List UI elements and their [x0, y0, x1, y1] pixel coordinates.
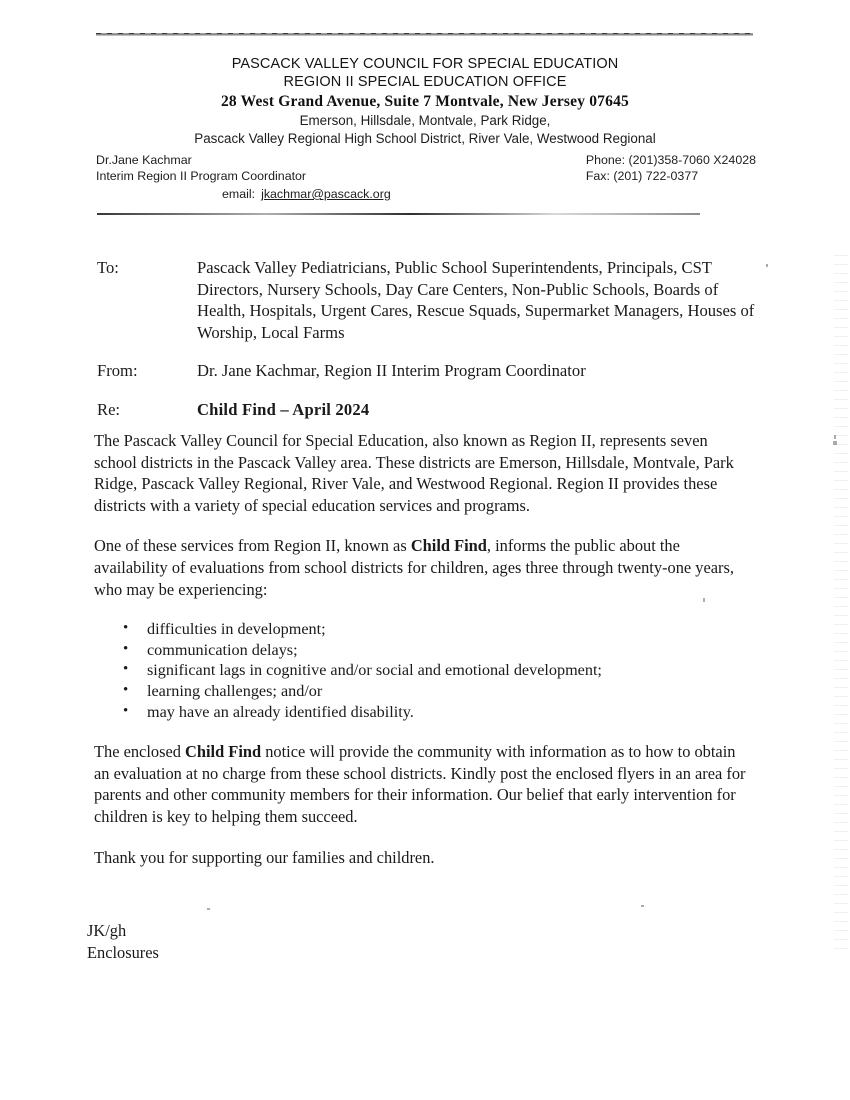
signoff-initials: JK/gh: [87, 921, 127, 940]
contact-phone: Phone: (201)358-7060 X24028: [585, 153, 756, 167]
letterhead-districts-line-1: Emerson, Hillsdale, Montvale, Park Ridge,: [299, 113, 551, 128]
memo-row-to: [97, 257, 757, 343]
letterhead: [0, 56, 850, 147]
scan-speck: [703, 598, 705, 602]
scan-speck: [641, 905, 644, 907]
scan-speck: [833, 441, 837, 445]
body-paragraph-2: [94, 535, 748, 600]
reasons-list: [94, 619, 748, 722]
child-find-emphasis: Child Find: [410, 536, 487, 556]
contact-phone-fax: [586, 152, 756, 184]
body-paragraph-1: The Pascack Valley Council for Special Education, also known as Region II, represents seven school districts in the Pascack Valley area. These districts are Emerson, Hillsdale, Montvale, Park Ridge, Pascack Valley Regional, River Vale, and Westwood Regional. Region II provides these districts with a variety of special education services and programs.: [94, 431, 734, 515]
memo-value-to: Pascack Valley Pediatricians, Public School Superintendents, Principals, CST Directors, Nursery Schools, Day Care Centers, Non-Public Schools, Boards of Health, Hospitals, Urgent Cares, Rescue Squads, Supermarket Managers, Houses of Worship, Local Farms: [197, 258, 755, 342]
contact-email-line: [96, 186, 756, 202]
signoff-enclosures: Enclosures: [87, 942, 159, 962]
memo-row-re: [97, 399, 757, 421]
memo-label-re: Re:: [97, 399, 121, 419]
body-paragraph-3-suffix: notice will provide the community with information as to how to obtain an evaluation at no charge from these school districts. Kindly post the enclosed flyers in an area for parents and other community members for their information. Our belief that early intervention for children is key to helping them succeed.: [94, 742, 746, 826]
contact-email-label: email:: [222, 187, 256, 201]
child-find-emphasis: Child Find: [185, 742, 262, 762]
list-item: • may have an already identified disability.: [94, 702, 748, 723]
memo-header-fields: [97, 257, 757, 420]
letterhead-address: 28 West Grand Avenue, Suite 7 Montvale, New Jersey 07645: [220, 93, 629, 110]
memo-label-from: From:: [97, 361, 138, 380]
letter-body: [94, 430, 748, 868]
scan-speck: [766, 264, 768, 267]
contact-block: [96, 152, 756, 202]
body-paragraph-2-prefix: One of these services from Region II, known as: [94, 536, 411, 556]
body-paragraph-2-suffix: , informs the public about the availability of evaluations from school districts for children, ages three through twenty-one years, who may be experiencing:: [94, 536, 734, 599]
reasons-list-wrapper: [94, 619, 748, 722]
contact-fax: Fax: (201) 722-0377: [585, 169, 699, 183]
memo-row-from: [97, 360, 757, 382]
memo-value-re: Child Find – April 2024: [197, 399, 370, 419]
header-divider-rule: [97, 213, 700, 215]
scan-speck: [834, 435, 836, 439]
contact-email-address[interactable]: jkachmar@pascack.org: [261, 187, 391, 201]
body-paragraph-3-prefix: The enclosed: [94, 742, 186, 762]
contact-sender: [96, 152, 306, 184]
letterhead-office-line: REGION II SPECIAL EDUCATION OFFICE: [283, 73, 567, 90]
signoff-block: [87, 920, 159, 963]
scan-artifact-top-rule: [96, 33, 753, 36]
list-item: • difficulties in development;: [94, 619, 748, 640]
scan-speck: [207, 908, 210, 910]
memo-value-from: Dr. Jane Kachmar, Region II Interim Program Coordinator: [197, 361, 586, 380]
letterhead-organization-line: PASCACK VALLEY COUNCIL FOR SPECIAL EDUCATION: [231, 56, 619, 72]
list-item: • significant lags in cognitive and/or social and emotional development;: [94, 660, 748, 681]
letterhead-districts-line-2: Pascack Valley Regional High School District, River Vale, Westwood Regional: [194, 130, 656, 146]
contact-title: Interim Region II Program Coordinator: [96, 169, 307, 183]
scan-artifact-right-edge: [834, 255, 848, 955]
list-item: • learning challenges; and/or: [94, 681, 748, 702]
contact-name: Dr.Jane Kachmar: [96, 153, 192, 167]
list-item: • communication delays;: [94, 640, 748, 661]
body-paragraph-4: Thank you for supporting our families and children.: [94, 847, 435, 867]
memo-label-to: To:: [97, 258, 119, 277]
contact-row: [96, 152, 756, 184]
body-paragraph-3: [94, 741, 748, 827]
